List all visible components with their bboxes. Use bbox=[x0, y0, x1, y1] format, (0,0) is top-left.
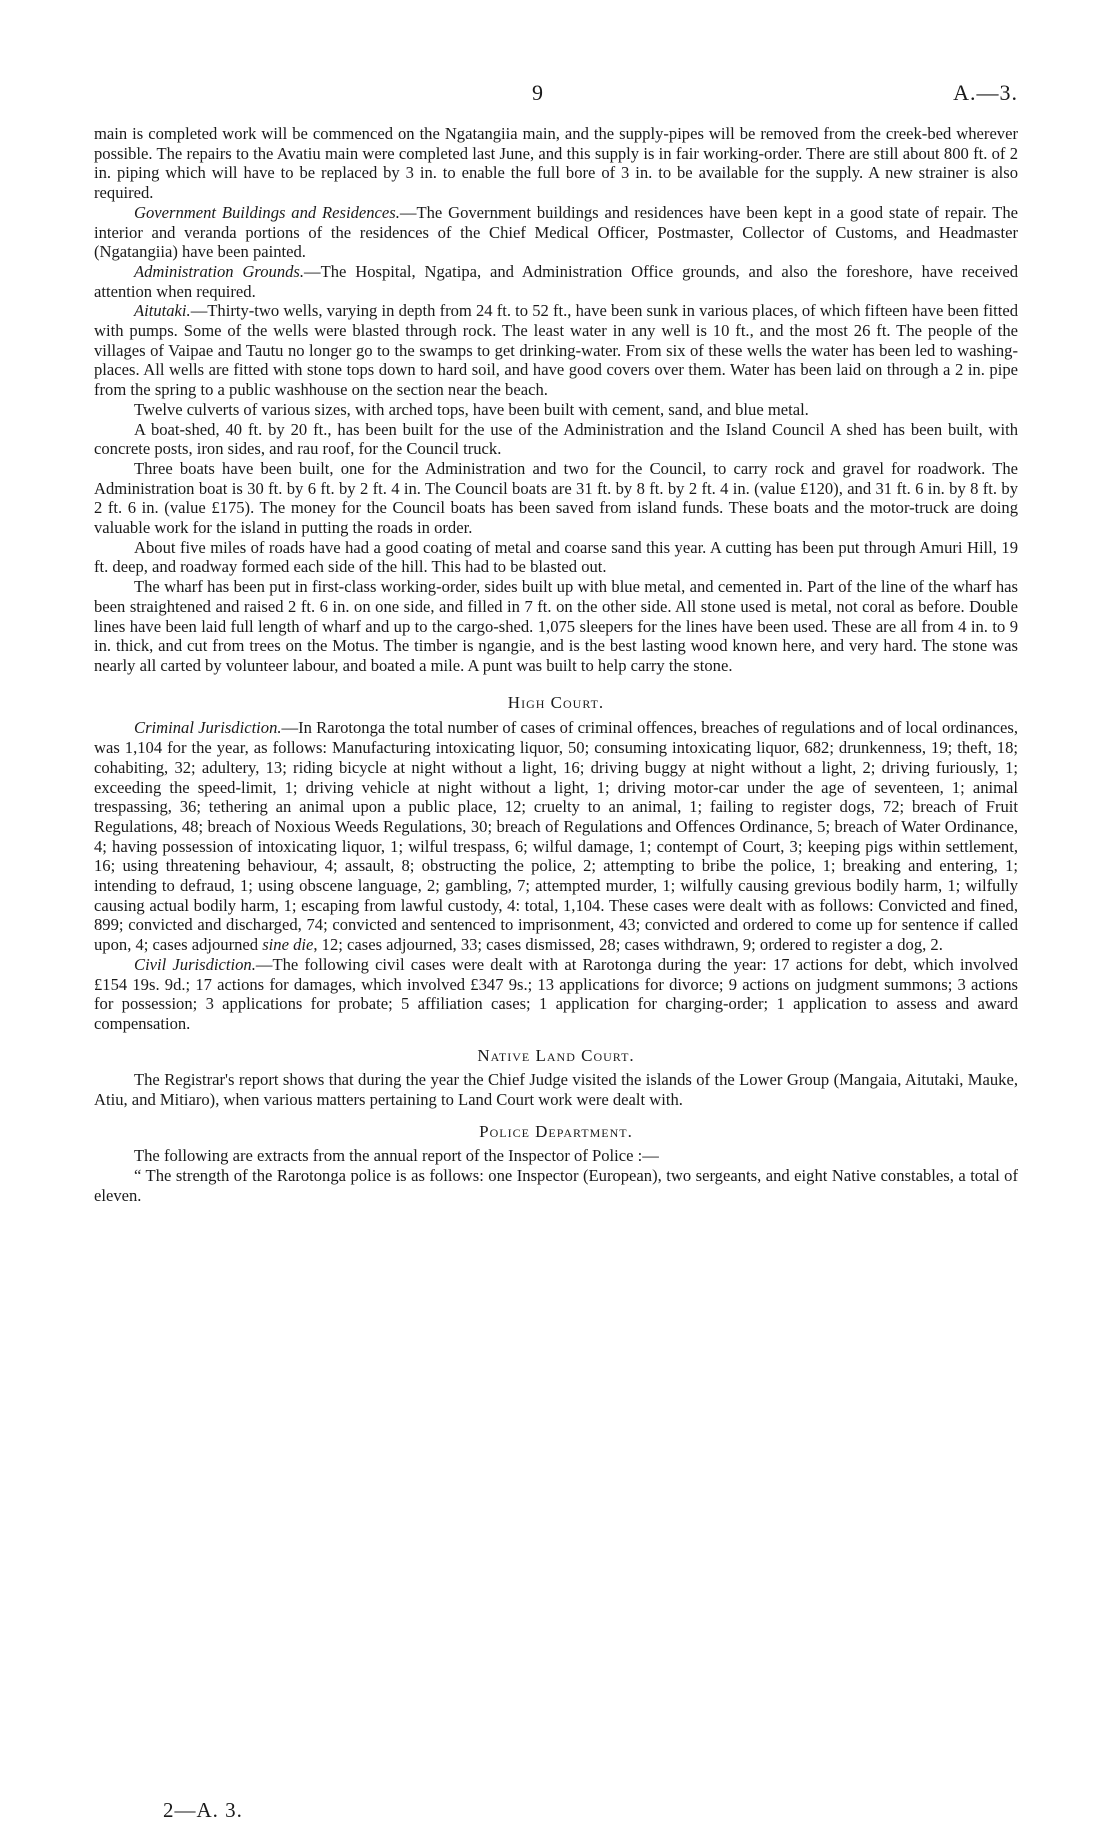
paragraph bbox=[94, 955, 1018, 1034]
paragraph bbox=[94, 1166, 1018, 1205]
paragraph bbox=[94, 203, 1018, 262]
paragraph bbox=[94, 718, 1018, 954]
paragraph bbox=[94, 301, 1018, 400]
paragraph bbox=[94, 400, 1018, 420]
paragraph-text: The wharf has been put in first-class working-order, sides built up with blue metal, and cemented in. Part of the line of the wharf has been straightened and raised 2 ft. 6 in. on one side, and filled in 7 ft. on the other side. All stone used is metal, not coral as before. Double lines have been laid full length of wharf and up to the cargo-shed. 1,075 sleepers for the lines have been used. These are all from 4 in. to 9 in. thick, and cut from trees on the Motus. The timber is ngangie, and is the best lasting wood known here, and very hard. The stone was nearly all carted by volunteer labour, and boated a mile. A punt was built to help carry the stone. bbox=[94, 577, 1018, 675]
paragraph-text: Twelve culverts of various sizes, with arched tops, have been built with cement, sand, and blue metal. bbox=[134, 399, 809, 419]
paragraph-text: —The Government buildings and residences have been kept in a good state of repair. The interior and veranda portions of the residences of the Chief Medical Officer, Postmaster, Collector of Customs, and Headmaster (Ngatangiia) have been painted. bbox=[94, 202, 1018, 262]
paragraph bbox=[94, 124, 1018, 203]
document-reference: A.—3. bbox=[953, 80, 1018, 105]
paragraph-text: Three boats have been built, one for the Administration and two for the Council, to carry rock and gravel for roadwork. The Administration boat is 30 ft. by 6 ft. by 2 ft. 4 in. The Council boats are 31 ft. by 8 ft. by 2 ft. 4 in. (value £120), and 31 ft. 6 in. by 8 ft. by 2 ft. 6 in. (value £175). The money for the Council boats has been saved from island funds. These boats and the motor-truck are doing valuable work for the island in putting the roads in order. bbox=[94, 458, 1018, 538]
page-header bbox=[0, 80, 1114, 110]
section-heading-native-land-court: Native Land Court. bbox=[477, 1045, 635, 1065]
paragraph bbox=[94, 1070, 1018, 1109]
paragraph bbox=[94, 459, 1018, 538]
paragraph-text: , 12; cases adjourned, 33; cases dismissed, 28; cases withdrawn, 9; ordered to register a dog, 2. bbox=[313, 935, 943, 955]
paragraph bbox=[94, 577, 1018, 676]
section-heading-high-court: High Court. bbox=[507, 692, 605, 712]
paragraph-text: About five miles of roads have had a good coating of metal and coarse sand this year. A cutting has been put through Amuri Hill, 19 ft. deep, and roadway formed each side of the hill. This had to be blasted out. bbox=[94, 537, 1018, 577]
paragraph-text: —Thirty-two wells, varying in depth from 24 ft. to 52 ft., have been sunk in various places, of which fifteen have been fitted with pumps. Some of the wells were blasted through rock. The least water in any well is 10 ft., and the most 26 ft. The people of the villages of Vaipae and Tautu no longer go to the swamps to get drinking-water. From six of these wells the water has been led to washing-places. All wells are fitted with stone tops down to hard soil, and have good covers over them. Water has been laid on through a 2 in. pipe from the spring to a public washhouse on the section near the beach. bbox=[94, 301, 1018, 400]
latin-phrase: sine die bbox=[262, 935, 314, 955]
paragraph bbox=[94, 1146, 1018, 1166]
section-run-in-title: Government Buildings and Residences. bbox=[134, 202, 400, 222]
paragraph bbox=[94, 262, 1018, 301]
section-run-in-title: Criminal Jurisdiction. bbox=[134, 718, 282, 738]
paragraph-text: —The following civil cases were dealt with at Rarotonga during the year: 17 actions for debt, which involved £154 19s. 9d.; 17 actions for damages, which involved £347 9s.; 13 applications for divorce; 9 actions on judgment summons; 3 actions for possession; 3 applications for probate; 5 affiliation cases; 1 application for charging-order; 1 application to assess and award compensation. bbox=[94, 954, 1018, 1033]
paragraph-text: —The Hospital, Ngatipa, and Administration Office grounds, and also the foreshore, have received attention when required. bbox=[94, 261, 1018, 301]
paragraph-text: —In Rarotonga the total number of cases of criminal offences, breaches of regulations and of local ordinances, was 1,104 for the year, as follows: Manufacturing intoxicating liquor, 50; consuming intoxicating liquor, 682; drunkenness, 19; theft, 18; cohabiting, 32; adultery, 13; riding bicycle at night without a light, 16; driving buggy at night without a light, 2; driving furiously, 1; exceeding the speed-limit, 1; driving vehicle at night without a light, 1; driving motor-car under the age of seventeen, 1; animal trespassing, 36; tethering an animal upon a public place, 12; cruelty to an animal, 1; failing to register dogs, 72; breach of Fruit Regulations, 48; breach of Noxious Weeds Regulations, 30; breach of Regulations and Offences Ordinance, 5; breach of Water Ordinance, 4; having possession of intoxicating liquor, 1; wilful trespass, 6; wilful damage, 1; contempt of Court, 3; keeping pigs within settlement, 16; using threatening behaviour, 4; assault, 8; obstructing the police, 2; attempting to bribe the police, 1; breaking and entering, 1; intending to defraud, 1; using obscene language, 2; gambling, 7; attempted murder, 1; wilfully causing grevious bodily harm, 1; wilfully causing actual bodily harm, 1; escaping from lawful custody, 4: total, 1,104. These cases were dealt with as follows: Convicted and fined, 899; convicted and discharged, 74; convicted and sentenced to imprisonment, 43; convicted and ordered to come up for sentence if called upon, 4; cases adjourned bbox=[94, 718, 1018, 955]
paragraph-text: “ The strength of the Rarotonga police is as follows: one Inspector (European), two sergeants, and eight Native constables, a total of eleven. bbox=[94, 1166, 1018, 1205]
paragraph-text: main is completed work will be commenced on the Ngatangiia main, and the supply-pipes will be removed from the creek-bed wherever possible. The repairs to the Avatiu main were completed last June, and this supply is in fair working-order. There are still about 800 ft. of 2 in. piping which will have to be replaced by 3 in. to enable the full bore of 3 in. to be available for the supply. A new strainer is also required. bbox=[94, 124, 1018, 203]
section-run-in-title: Civil Jurisdiction. bbox=[134, 954, 256, 974]
paragraph-text: A boat-shed, 40 ft. by 20 ft., has been built for the use of the Administration and the Island Council A shed has been built, with concrete posts, iron sides, and rau roof, for the Council truck. bbox=[94, 419, 1018, 459]
section-heading-police-department: Police Department. bbox=[479, 1121, 633, 1141]
paragraph-text: The Registrar's report shows that during the year the Chief Judge visited the islands of the Lower Group (Mangaia, Aitutaki, Mauke, Atiu, and Mitiaro), when various matters pertaining to Land Court work were dealt with. bbox=[94, 1070, 1018, 1110]
page-footer-signature: 2—A. 3. bbox=[163, 1798, 243, 1822]
section-run-in-title: Aitutaki. bbox=[134, 301, 191, 321]
paragraph-text: The following are extracts from the annual report of the Inspector of Police :— bbox=[134, 1146, 659, 1166]
paragraph bbox=[94, 420, 1018, 459]
paragraph bbox=[94, 538, 1018, 577]
page-number: 9 bbox=[532, 80, 543, 105]
section-run-in-title: Administration Grounds. bbox=[134, 261, 305, 281]
document-body bbox=[94, 124, 1018, 1206]
